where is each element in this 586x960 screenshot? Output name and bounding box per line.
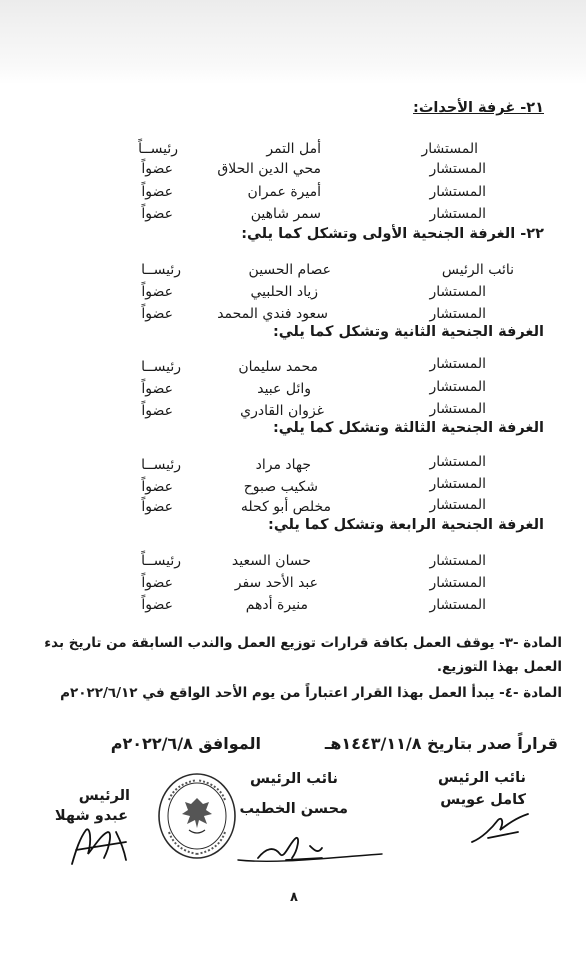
section-23-title: الغرفة الجنحية الثانية وتشكل كما يلي: — [272, 324, 544, 340]
section-21-row-3-position: عضواً — [141, 184, 173, 200]
section-25-row-3-role: المستشار — [429, 597, 486, 613]
signatory-3-title: الرئيس — [78, 788, 130, 804]
section-21-title: ٢١- غرفة الأحداث: — [413, 100, 544, 116]
official-seal-icon — [155, 770, 239, 862]
section-21-row-4-name: سمر شاهين — [250, 206, 321, 222]
section-25-row-2-role: المستشار — [429, 575, 486, 591]
section-24-row-2-position: عضواً — [141, 479, 173, 495]
signatory-1-title: نائب الرئيس — [437, 770, 526, 786]
signatory-1-name: كامل عويس — [440, 792, 526, 808]
section-21-row-2-position: عضواً — [141, 161, 173, 177]
section-23-row-2-position: عضواً — [141, 381, 173, 397]
signatory-2-title: نائب الرئيس — [249, 771, 338, 787]
section-23-row-2-role: المستشار — [429, 379, 486, 395]
section-25-row-1-role: المستشار — [429, 553, 486, 569]
page-number: ٨ — [290, 890, 298, 905]
section-24-row-3-name: مخلص أبو كحله — [240, 499, 331, 515]
section-24-row-2-name: شكيب صبوح — [243, 479, 318, 495]
section-22-row-1-position: رئيســا — [141, 262, 181, 278]
signatory-2-name: محسن الخطيب — [239, 801, 348, 817]
section-22-row-2-role: المستشار — [429, 284, 486, 300]
section-25-row-1-name: حسان السعيد — [231, 553, 311, 569]
section-21-row-2-name: محي الدين الحلاق — [217, 161, 321, 177]
section-23-row-1-role: المستشار — [429, 356, 486, 372]
section-24-row-1-position: رئيســا — [141, 457, 181, 473]
section-22-row-2-name: زياد الحلبيي — [250, 284, 318, 300]
section-25-title: الغرفة الجنحية الرابعة وتشكل كما يلي: — [268, 517, 544, 533]
section-22-row-1-name: عصام الحسين — [248, 262, 331, 278]
article-4-line-1: المادة -٤- يبدأ العمل بهذا القرار اعتباراً من يوم الأحد الواقع في ٢٠٢٢/٦/١٢م — [60, 685, 562, 701]
section-23-row-1-position: رئيســا — [141, 359, 181, 375]
signature-stroke-icon — [236, 848, 386, 868]
section-22-row-1-role: نائب الرئيس — [441, 262, 514, 278]
section-24-row-3-position: عضواً — [141, 499, 173, 515]
section-25-row-2-name: عبد الأحد سفر — [234, 575, 318, 591]
section-21-row-4-position: عضواً — [141, 206, 173, 222]
section-23-row-2-name: وائل عبيد — [257, 381, 311, 397]
section-22-row-3-role: المستشار — [429, 306, 486, 322]
section-23-row-3-position: عضواً — [141, 403, 173, 419]
signature-1-icon — [468, 808, 538, 848]
signatory-3-name: عبدو شهلا — [54, 808, 128, 824]
section-23-row-3-name: غزوان القادري — [240, 403, 324, 419]
section-25-row-1-position: رئيســاً — [141, 553, 181, 569]
section-25-row-3-name: منيرة أدهم — [245, 597, 308, 613]
section-21-row-4-role: المستشار — [429, 206, 486, 222]
section-21-row-2-role: المستشار — [429, 161, 486, 177]
section-22-row-3-position: عضواً — [141, 306, 173, 322]
signature-3-icon — [66, 820, 138, 870]
section-23-row-3-role: المستشار — [429, 401, 486, 417]
section-24-row-2-role: المستشار — [429, 476, 486, 492]
scan-shadow-strip — [0, 0, 586, 85]
section-24-row-3-role: المستشار — [429, 497, 486, 513]
section-24-title: الغرفة الجنحية الثالثة وتشكل كما يلي: — [272, 420, 544, 436]
section-24-row-1-name: جهاد مراد — [255, 457, 311, 473]
section-21-row-3-name: أميرة عمران — [247, 184, 321, 200]
section-22-row-2-position: عضواً — [141, 284, 173, 300]
section-21-row-1-position: رئيســاً — [138, 141, 178, 157]
section-25-row-3-position: عضواً — [141, 597, 173, 613]
section-24-row-1-role: المستشار — [429, 454, 486, 470]
issued-corresponding-date: الموافق ٢٠٢٢/٦/٨م — [110, 734, 261, 753]
section-22-title: ٢٢- الغرفة الجنحية الأولى وتشكل كما يلي: — [241, 226, 544, 242]
issued-date: قراراً صدر بتاريخ ١٤٤٣/١١/٨هـ — [324, 734, 558, 753]
article-3-line-1: المادة -٣- يوقف العمل بكافة قرارات توزيع العمل والندب السابقة من تاريخ بدء — [44, 635, 562, 651]
section-22-row-3-name: سعود فندي المحمد — [217, 306, 328, 322]
section-21-row-1-name: أمل التمر — [266, 141, 321, 157]
section-21-row-1-role: المستشار — [421, 141, 478, 157]
section-21-row-3-role: المستشار — [429, 184, 486, 200]
section-25-row-2-position: عضواً — [141, 575, 173, 591]
article-3-line-2: العمل بهذا التوزيع. — [436, 659, 562, 675]
section-23-row-1-name: محمد سليمان — [238, 359, 318, 375]
